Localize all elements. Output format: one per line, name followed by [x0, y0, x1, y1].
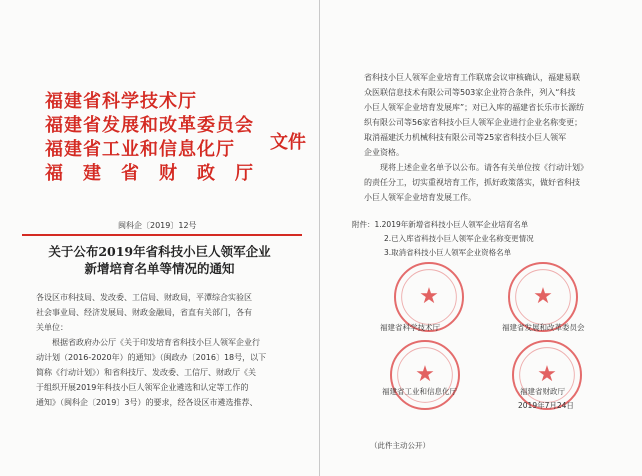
- seal-star-icon: ★: [419, 284, 439, 309]
- seal-star-icon: ★: [533, 284, 553, 309]
- issue-date: 2019年7月24日: [518, 401, 574, 410]
- disclosure-note: （此件主动公开）: [370, 441, 430, 450]
- signatory-4: 福建省财政厅: [520, 387, 565, 396]
- body-line: 通知》（闽科企〔2019〕3号）的要求，经各设区市遴选推荐、: [36, 398, 258, 407]
- seal-star-icon: ★: [415, 362, 435, 387]
- department-4: 福 建 省 财 政 厅: [45, 163, 254, 184]
- body-line: 根据省政府办公厅《关于印发培育省科技小巨人领军企业行: [52, 338, 260, 347]
- signatory-2: 福建省发展和改革委员会: [502, 323, 585, 332]
- body-line: 动计划（2016-2020年）的通知》（闽政办〔2016〕18号，以下: [36, 353, 267, 362]
- right-page: [320, 0, 642, 476]
- title-line-1: 关于公布2019年省科技小巨人领军企业: [48, 244, 271, 259]
- attachment-2: 2.已入库省科技小巨人领军企业名称变更情况: [384, 234, 534, 243]
- notice-title: [0, 243, 319, 277]
- attachment-1: 1.2019年新增省科技小巨人领军企业培育名单: [374, 220, 529, 229]
- recipients-line: 社会事业局、经济发展局、财政金融局，省直有关部门，各有: [36, 308, 252, 317]
- body-line: 省科技小巨人领军企业培育工作联席会议审核确认，福建易联: [364, 73, 580, 82]
- body-line: 于组织开展2019年科技小巨人领军企业遴选和认定等工作的: [36, 383, 249, 392]
- body-line: 简称《行动计划》）和省科技厅、发改委、工信厅、财政厅《关: [36, 368, 256, 377]
- recipients-line: 关单位：: [36, 323, 68, 332]
- body-line: 织有限公司等56家省科技小巨人领军企业进行企业名称变更；: [364, 118, 583, 127]
- seal-star-icon: ★: [537, 362, 557, 387]
- attachment-3: 3.取消省科技小巨人领军企业资格名单: [384, 248, 512, 257]
- department-2: 福建省发展和改革委员会: [45, 115, 254, 136]
- attachment-item: [352, 218, 622, 232]
- department-3: 福建省工业和信息化厅: [45, 139, 235, 160]
- body-line: 众医联信息技术有限公司等503家企业符合条件，列入“科技: [364, 88, 576, 97]
- attachments-label: 附件：: [352, 220, 375, 229]
- left-body: [36, 290, 296, 410]
- signatory-1: 福建省科学技术厅: [380, 323, 440, 332]
- title-line-2: 新增培育名单等情况的通知: [84, 261, 235, 276]
- body-line: 的责任分工，切实重视培育工作，抓好政策落实，做好省科技: [364, 178, 580, 187]
- document-type: 文件: [270, 132, 306, 153]
- recipients-line: 各设区市科技局、发改委、工信局、财政局，平潭综合实验区: [36, 293, 252, 302]
- document-number: 闽科企〔2019〕12号: [118, 221, 197, 230]
- left-page: [0, 0, 320, 476]
- body-line: 企业资格。: [364, 148, 404, 157]
- right-body: [364, 70, 624, 205]
- body-line: 小巨人领军企业培育发展库”；对已入库的福建省长乐市长源纺: [364, 103, 585, 112]
- attachments: [352, 218, 622, 260]
- official-seal: [390, 340, 460, 410]
- body-line: 现将上述企业名单予以公布。请各有关单位按《行动计划》: [380, 163, 588, 172]
- issuing-departments: [45, 90, 254, 186]
- red-divider: [22, 234, 302, 236]
- body-line: 小巨人领军企业培育发展工作。: [364, 193, 476, 202]
- department-1: 福建省科学技术厅: [45, 91, 197, 112]
- body-line: 取消福建沃力机械科技有限公司等25家省科技小巨人领军: [364, 133, 567, 142]
- signatory-3: 福建省工业和信息化厅: [382, 387, 457, 396]
